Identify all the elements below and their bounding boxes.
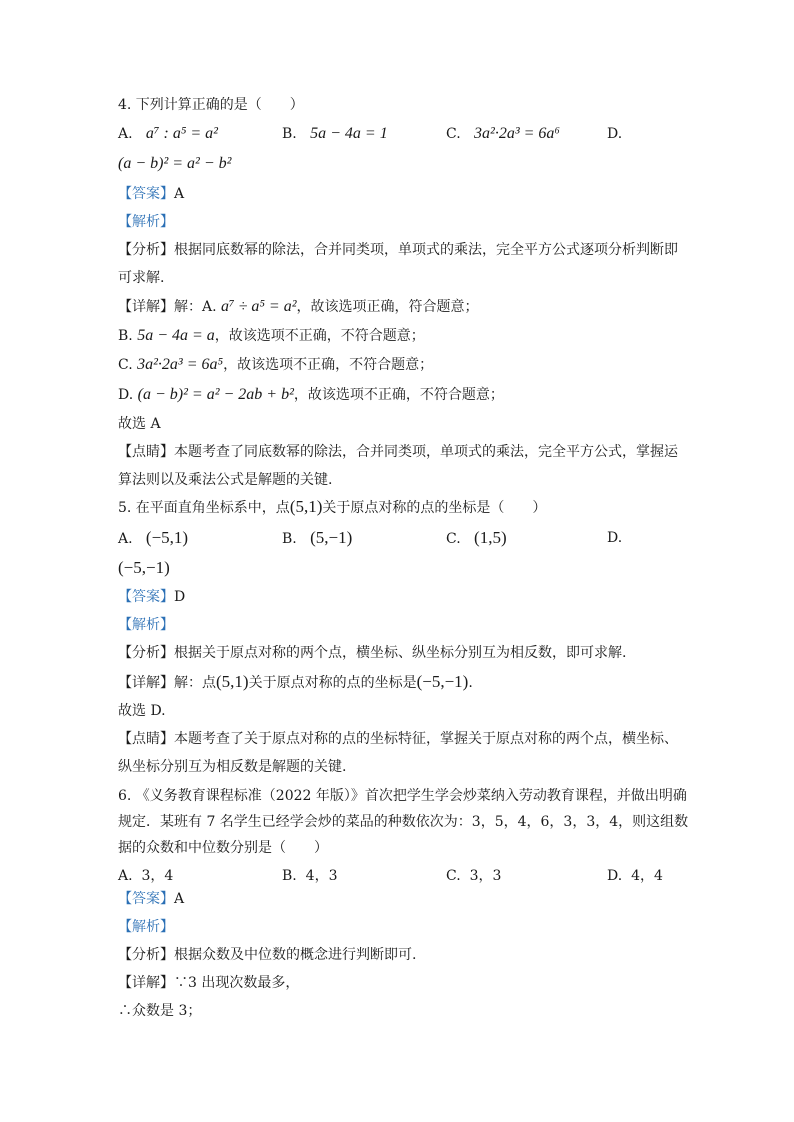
q6-stem-line3: 据的众数和中位数分别是（ ） xyxy=(118,840,328,856)
q5-option-c: C. (1,5) xyxy=(446,528,507,547)
q5-detail: 【详解】解：点(5,1)关于原点对称的点的坐标是(−5,−1). xyxy=(118,672,473,691)
option-expr: 3a²·2a³ = 6a⁶ xyxy=(474,125,560,142)
q6-detail-line1: 【详解】∵3 出现次数最多， xyxy=(118,975,300,991)
q6-option-d: D. 4，4 xyxy=(607,868,663,884)
q4-analysis-line2: 可求解. xyxy=(118,270,165,286)
answer-tag: 【答案】 xyxy=(118,186,174,202)
q6-answer: 【答案】A xyxy=(118,891,185,907)
q4-option-d-label: D. xyxy=(607,126,623,142)
q4-detail-c: C. 3a²·2a³ = 6a⁵，故该选项不正确，不符合题意； xyxy=(118,356,434,373)
detail-expr: a⁷ ÷ a⁵ = a² xyxy=(221,298,297,315)
detail-tag: 【详解】 xyxy=(118,299,174,315)
q6-detail-line2: ∴众数是 3； xyxy=(118,1003,202,1019)
q4-option-c xyxy=(446,124,560,144)
option-label: C. xyxy=(446,126,461,142)
q5-answer: 【答案】D xyxy=(118,589,186,605)
q5-option-b: B. (5,−1) xyxy=(282,528,353,547)
q6-stem-line2: 规定．某班有 7 名学生已经学会炒的菜品的种数依次为：3，5，4，6，3，3，4，则这组数 xyxy=(118,814,689,830)
q4-detail-d: D. (a − b)² = a² − 2ab + b²，故该选项不正确，不符合题意； xyxy=(118,386,504,403)
q4-option-a xyxy=(118,124,218,144)
option-expr: 5a − 4a = 1 xyxy=(310,125,388,142)
q5-stem: 5. 在平面直角坐标系中，点(5,1)关于原点对称的点的坐标是（ ） xyxy=(118,497,547,516)
q6-option-a: A. 3，4 xyxy=(118,868,174,884)
q5-choose: 故选 D. xyxy=(118,703,166,719)
q4-detail-b: B. 5a − 4a = a，故该选项不正确，不符合题意； xyxy=(118,327,425,344)
q5-jiexi: 【解析】 xyxy=(118,617,174,633)
q4-analysis-line1 xyxy=(118,240,678,260)
q5-option-d-label: D. xyxy=(607,530,623,546)
comment-tag: 【点睛】 xyxy=(118,444,174,460)
q6-stem-line1: 6. 《义务教育课程标准（2022 年版）》首次把学生学会炒菜纳入劳动教育课程，并做出明确 xyxy=(118,788,687,804)
q4-stem: 4. 下列计算正确的是（ ） xyxy=(118,97,304,113)
q6-option-c: C. 3，3 xyxy=(446,868,502,884)
option-expr: a⁷ : a⁵ = a² xyxy=(145,125,218,142)
detail-expr: (a − b)² = a² − 2ab + b² xyxy=(137,386,294,403)
q6-analysis: 【分析】根据众数及中位数的概念进行判断即可. xyxy=(118,947,417,963)
q6-option-b: B. 4，3 xyxy=(282,868,338,884)
q6-jiexi: 【解析】 xyxy=(118,919,174,935)
analysis-text: 根据同底数幂的除法，合并同类项，单项式的乘法，完全平方公式逐项分析判断即 xyxy=(174,242,678,258)
q4-option-b xyxy=(282,124,388,144)
q5-option-a: A. (−5,1) xyxy=(118,528,189,547)
q5-comment-line2: 纵坐标分别互为相反数是解题的关键. xyxy=(118,759,347,775)
q5-analysis: 【分析】根据关于原点对称的两个点，横坐标、纵坐标分别互为相反数，即可求解. xyxy=(118,645,627,661)
answer-value: A xyxy=(174,186,185,202)
q4-comment-line1: 【点睛】本题考查了同底数幂的除法，合并同类项，单项式的乘法，完全平方公式，掌握运 xyxy=(118,444,678,460)
option-label: B. xyxy=(282,126,297,142)
q4-comment-line2: 算法则以及乘法公式是解题的关键. xyxy=(118,472,333,488)
q4-detail-a: 【详解】解：A. a⁷ ÷ a⁵ = a²，故该选项正确，符合题意； xyxy=(118,298,479,315)
q4-jiexi: 【解析】 xyxy=(118,214,174,230)
point: (5,1) xyxy=(289,497,323,516)
q5-option-d-expr: (−5,−1) xyxy=(118,558,170,577)
analysis-tag: 【分析】 xyxy=(118,242,174,258)
detail-expr: 5a − 4a = a xyxy=(137,327,215,344)
detail-expr: 3a²·2a³ = 6a⁵ xyxy=(137,356,224,373)
q4-answer xyxy=(118,184,184,204)
q5-comment-line1: 【点睛】本题考查了关于原点对称的点的坐标特征，掌握关于原点对称的两个点，横坐标、 xyxy=(118,731,678,747)
option-label: A. xyxy=(118,126,133,142)
q4-option-d-expr: (a − b)² = a² − b² xyxy=(118,155,232,172)
q4-choose: 故选 A xyxy=(118,416,161,432)
